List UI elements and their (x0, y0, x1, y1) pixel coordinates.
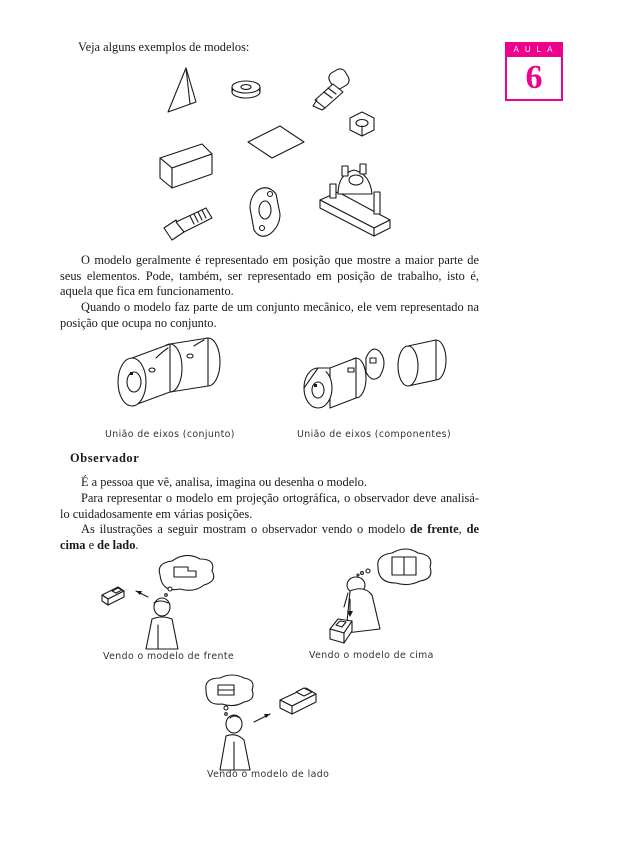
lesson-badge (505, 42, 563, 101)
lesson-badge-label: AULA (505, 42, 563, 57)
caption-top-view: Vendo o modelo de cima (309, 650, 434, 661)
observer-side-illustration (200, 676, 340, 772)
coupling-parts-illustration (296, 330, 456, 420)
caption-coupling-parts: União de eixos (componentes) (297, 429, 452, 440)
observer-front-illustration (96, 555, 226, 655)
caption-front-view: Vendo o modelo de frente (103, 651, 235, 662)
paragraph-illustrations-prefix: As ilustrações a seguir mostram o observador vendo o modelo (81, 522, 411, 536)
emphasis-side: de lado (97, 537, 136, 552)
models-illustration (150, 60, 410, 250)
caption-coupling-assembled: União de eixos (conjunto) (105, 429, 235, 440)
paragraph-illustrations-end: . (135, 537, 139, 552)
caption-side-view: Vendo o modelo de lado (207, 769, 330, 780)
coupling-assembled-illustration (110, 330, 230, 420)
paragraph-observer-definition: É a pessoa que vê, analisa, imagina ou desenha o modelo. (81, 475, 367, 489)
paragraph-assembly: Quando o modelo faz parte de um conjunto mecânico, ele vem representado na posição que ocupa no conjunto. (60, 300, 479, 330)
intro-text: Veja alguns exemplos de modelos: (78, 40, 250, 54)
observer-top-illustration (320, 545, 440, 650)
paragraph-illustrations-sep1: , (458, 522, 467, 536)
paragraph-model-position: O modelo geralmente é representado em posição que mostre a maior parte de seus elementos. Pode, também, ser representado em posição de trabalho, isto é, aquela que fica em funcionamento. (60, 253, 479, 299)
emphasis-top: de cima (60, 522, 479, 552)
lesson-badge-number: 6 (505, 57, 563, 101)
paragraph-illustrations-sep2: e (85, 537, 98, 552)
emphasis-front: de frente (410, 522, 459, 536)
paragraph-orthographic: Para representar o modelo em projeção ortográfica, o observador deve analisá-lo cuidadosamente em várias posições. (60, 491, 479, 521)
section-heading-observer: Observador (70, 451, 140, 465)
